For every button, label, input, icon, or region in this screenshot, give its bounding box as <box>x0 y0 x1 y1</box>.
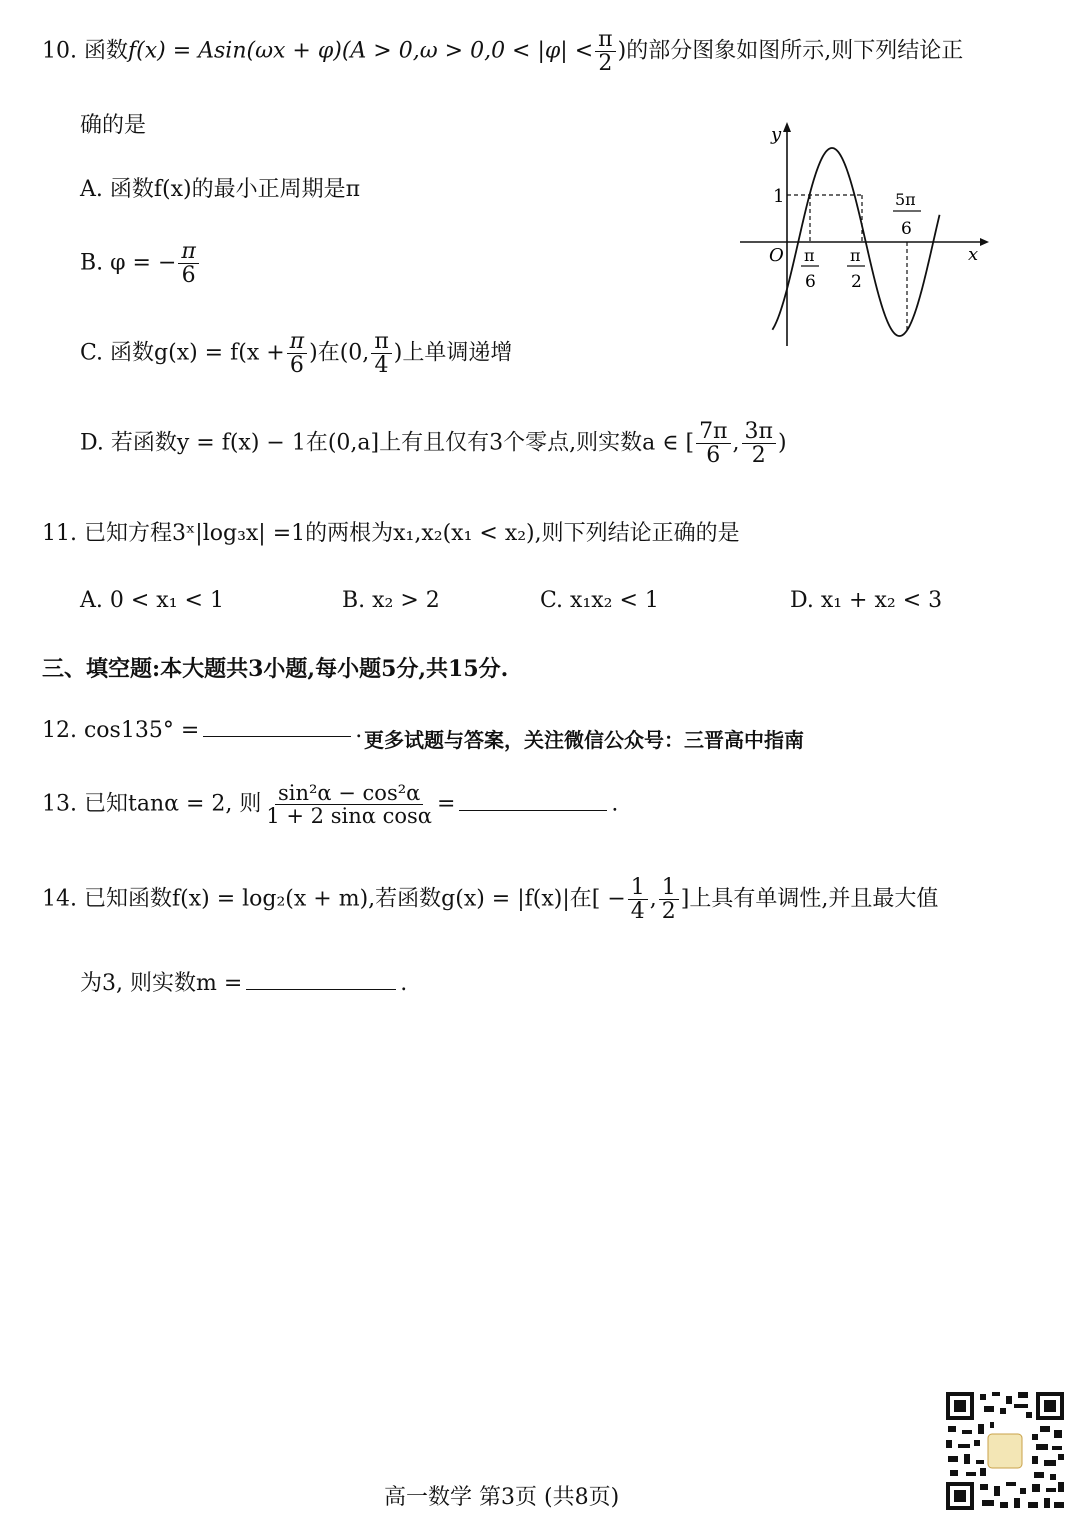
y-one-label: 1 <box>773 186 785 207</box>
q10-option-c: C. 函数g(x) = f(x + $\frac{\pi}{6}$ )在(0, $\frac{\pi}{4}$ )上单调递增 <box>80 329 513 379</box>
q10-graph <box>735 118 990 350</box>
section-3-heading: 三、填空题:本大题共3小题,每小题5分,共15分. <box>42 656 509 682</box>
q11-option-b: B. x₂ > 2 <box>342 588 440 613</box>
q11-option-d: D. x₁ + x₂ < 3 <box>790 588 943 613</box>
wechat-notice: 更多试题与答案，关注微信公众号：三晋高中指南 <box>364 728 804 752</box>
q14-answer-blank[interactable] <box>246 988 396 990</box>
x-axis-arrow-icon <box>980 238 989 246</box>
q10-option-b: B. φ = − $\frac{\pi}{6}$ <box>80 240 201 287</box>
q10-number: 10. 函数 <box>42 38 128 64</box>
tick-pi-6 <box>801 246 819 292</box>
q14-stem: 14. 已知函数f(x) = log₂(x + m),若函数g(x) = |f(x)|在[ − $\frac{1}{4}$ , $\frac{1}{2}$ ]上具有单调性,并且最大值 <box>42 875 939 925</box>
svg-text:2: 2 <box>851 272 862 292</box>
origin-label: O <box>769 245 784 266</box>
q12-answer-blank[interactable] <box>203 735 351 737</box>
x-axis-label: x <box>968 244 979 265</box>
qr-code-icon <box>944 1390 1066 1512</box>
q10-function: f(x) = Asin(ωx + φ)(A > 0,ω > 0,0 < |φ| < <box>127 38 594 64</box>
q13-stem: 13. 已知tanα = 2, 则 <box>42 791 262 817</box>
q10-stem-line2: 确的是 <box>80 113 147 138</box>
q12: 12. cos135° = . <box>42 718 363 743</box>
svg-text:π: π <box>804 246 815 265</box>
q11-stem: 11. 已知方程3ˣ|log₃x| =1的两根为x₁,x₂(x₁ < x₂),则下列结论正确的是 <box>42 521 740 546</box>
svg-text:6: 6 <box>901 219 912 239</box>
y-axis-arrow-icon <box>783 122 791 132</box>
tick-5pi-6 <box>893 190 921 239</box>
q10-stem-suffix: )的部分图象如图所示,则下列结论正 <box>617 38 964 64</box>
q13-answer-blank[interactable] <box>459 809 607 811</box>
page-footer: 高一数学 第3页 (共8页) <box>384 1485 620 1510</box>
svg-text:6: 6 <box>805 272 816 292</box>
q10-option-a: A. 函数f(x)的最小正周期是π <box>80 177 361 202</box>
q14-line2: 为3, 则实数m = . <box>80 971 408 996</box>
q11-option-c: C. x₁x₂ < 1 <box>540 588 659 613</box>
q10-option-d: D. 若函数y = f(x) − 1在(0,a]上有且仅有3个零点,则实数a ∈ [ $\frac{7\pi}{6}$ , $\frac{3\pi}{2}$ ) <box>80 419 787 469</box>
q10-frac-pi-2: $\frac{\pi}{2}$ <box>595 28 615 75</box>
q11-option-a: A. 0 < x₁ < 1 <box>80 588 224 613</box>
svg-text:5π: 5π <box>895 190 916 209</box>
q13-fraction: $\frac{\text{sin²α − cos²α}}{\text{1 + 2 sinα cosα}}$ <box>266 781 432 829</box>
y-axis-label: y <box>771 124 782 145</box>
q10-stem <box>42 28 963 75</box>
tick-pi-2 <box>847 246 865 292</box>
q12-stem: 12. cos135° = <box>42 718 200 743</box>
qr-logo <box>988 1434 1022 1468</box>
q13: 13. 已知tanα = 2, 则 $\frac{\text{sin²α − cos²α}}{\text{1 + 2 sinα cosα}}$ = . <box>42 781 619 829</box>
svg-text:π: π <box>850 246 861 265</box>
